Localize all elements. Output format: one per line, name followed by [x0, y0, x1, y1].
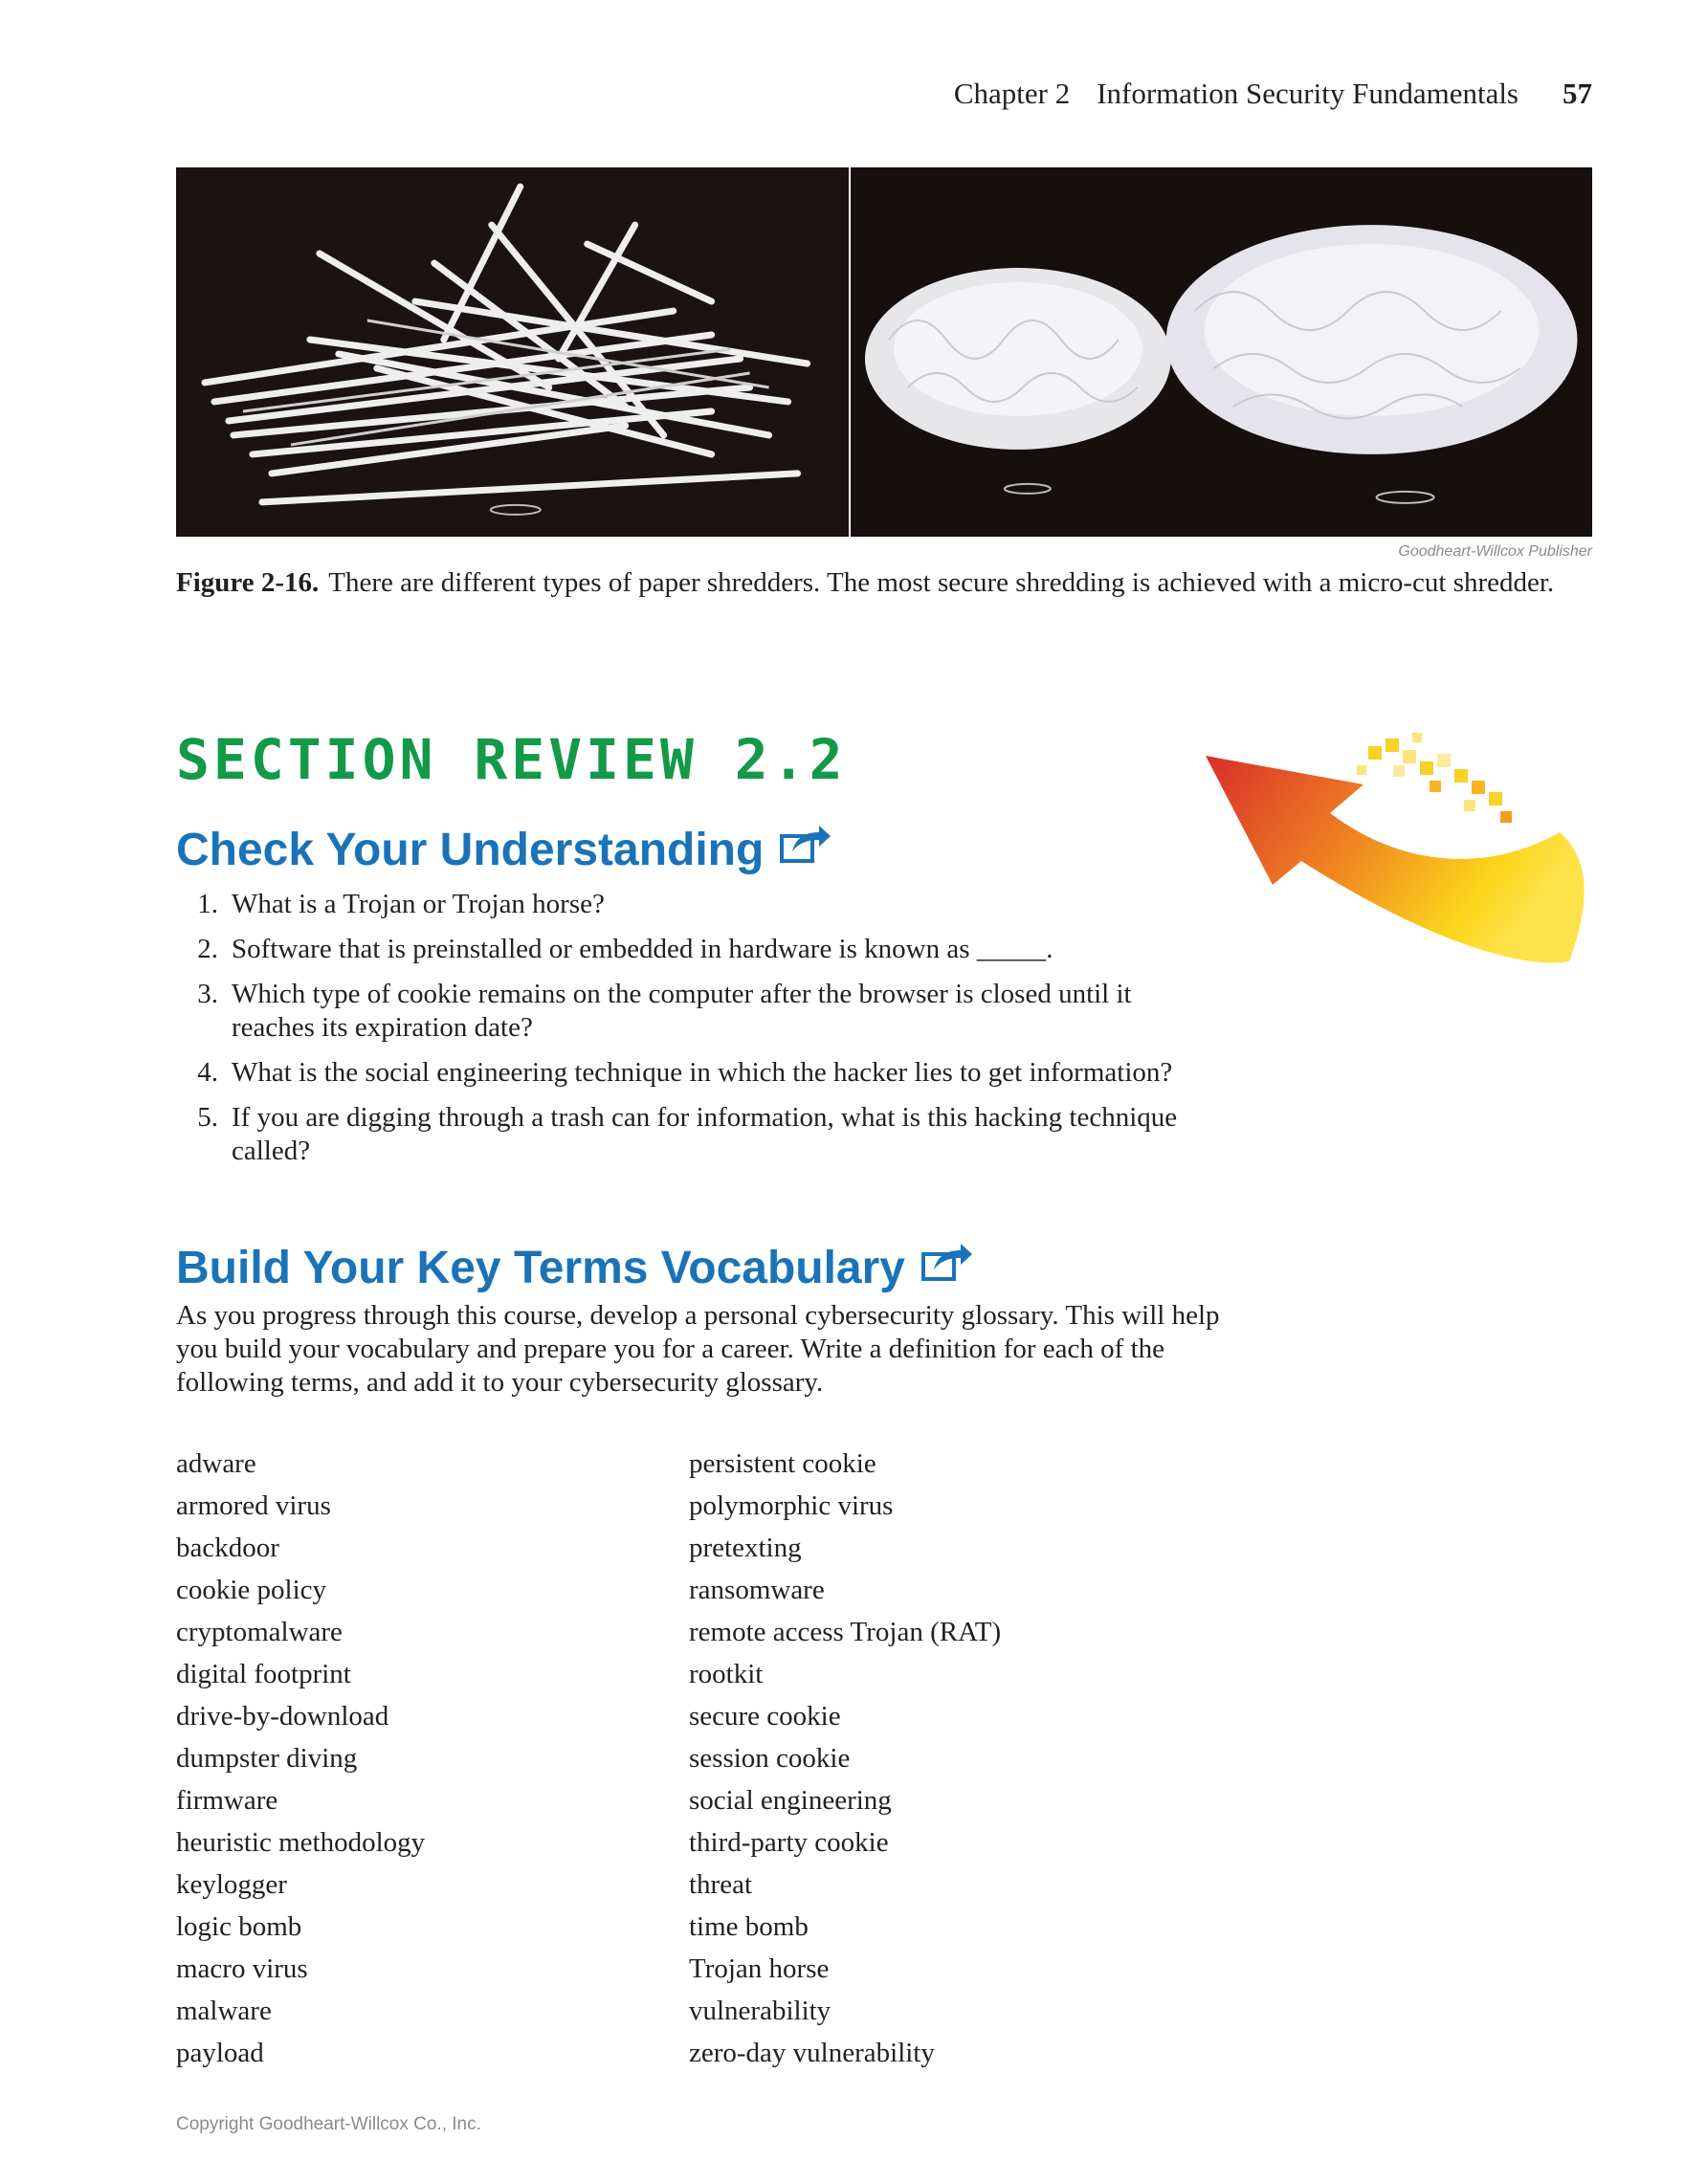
key-term: macro virus [176, 1953, 308, 1984]
question-text: Which type of cookie remains on the computer after the browser is closed until it reaches its expiration date? [232, 979, 1132, 1043]
key-term: threat [689, 1869, 753, 1900]
page-number: 57 [1563, 77, 1592, 110]
figure-caption [176, 566, 1592, 600]
question-number: 5. [197, 1102, 218, 1133]
shredded-paper-photo [176, 167, 1592, 537]
external-link-icon[interactable] [779, 823, 832, 876]
key-term: pretexting [689, 1533, 802, 1563]
question-number: 1. [197, 889, 218, 919]
question-text: What is a Trojan or Trojan horse? [232, 889, 605, 919]
review-question [176, 978, 1190, 1045]
strip-cut-shred-photo [176, 167, 849, 537]
key-term: cryptomalware [176, 1617, 343, 1647]
key-term: armored virus [176, 1490, 331, 1521]
copyright-footer: Copyright Goodheart-Willcox Co., Inc. [176, 2114, 481, 2134]
key-term: adware [176, 1448, 256, 1479]
key-terms-heading-text: Build Your Key Terms Vocabulary [176, 1242, 905, 1293]
key-term: heuristic methodology [176, 1827, 426, 1858]
question-number: 3. [197, 979, 218, 1009]
chapter-title: Information Security Fundamentals [1097, 77, 1519, 110]
key-term: keylogger [176, 1869, 287, 1900]
key-term: payload [176, 2038, 264, 2068]
key-term: rootkit [689, 1659, 764, 1689]
key-terms-left-column [176, 1443, 425, 2074]
key-terms-heading [176, 1241, 974, 1294]
review-question [176, 1101, 1190, 1168]
key-term: vulnerability [689, 1996, 831, 2026]
running-head [176, 77, 1592, 111]
check-understanding-heading [176, 823, 832, 876]
key-term: dumpster diving [176, 1743, 358, 1774]
photo-credit: Goodheart-Willcox Publisher [1398, 543, 1592, 560]
chapter-label: Chapter 2 [953, 77, 1071, 110]
key-term: third-party cookie [689, 1827, 889, 1858]
key-term: ransomware [689, 1575, 825, 1605]
key-term: social engineering [689, 1785, 892, 1816]
key-terms-right-column [689, 1443, 1001, 2074]
key-term: polymorphic virus [689, 1490, 894, 1521]
external-link-icon[interactable] [920, 1241, 974, 1294]
key-term: digital footprint [176, 1659, 351, 1689]
question-text: What is the social engineering technique in which the hacker lies to get information? [232, 1057, 1173, 1088]
key-term: cookie policy [176, 1575, 327, 1605]
question-text: Software that is preinstalled or embedded in hardware is known as _____. [232, 934, 1053, 964]
key-term: drive-by-download [176, 1701, 389, 1732]
review-question [176, 888, 1190, 921]
review-question [176, 1056, 1190, 1090]
vocabulary-intro: As you progress through this course, develop a personal cybersecurity glossary. This will help you build your vocabulary and prepare you for a career. Write a definition for each of the following terms, and add it to your cybersecurity glossary. [176, 1300, 1220, 1398]
key-term: time bomb [689, 1911, 809, 1942]
key-term: session cookie [689, 1743, 851, 1774]
section-review-title: SECTION REVIEW 2.2 [176, 727, 847, 792]
review-questions [176, 888, 1190, 1180]
key-term: zero-day vulnerability [689, 2038, 935, 2068]
key-term: backdoor [176, 1533, 279, 1563]
micro-cut-shred-photo [849, 167, 1592, 537]
question-number: 2. [197, 934, 218, 964]
circular-arrow-graphic [1196, 727, 1598, 976]
question-text: If you are digging through a trash can for information, what is this hacking technique called? [232, 1102, 1178, 1166]
key-term: remote access Trojan (RAT) [689, 1617, 1002, 1647]
question-number: 4. [197, 1057, 218, 1088]
key-term: firmware [176, 1785, 278, 1816]
review-question [176, 933, 1190, 966]
key-term: malware [176, 1996, 272, 2026]
figure-label: Figure 2-16. [176, 567, 320, 598]
key-term: persistent cookie [689, 1448, 876, 1479]
figure-caption-text: There are different types of paper shredders. The most secure shredding is achieved with a micro-cut shredder. [328, 567, 1555, 598]
key-term: Trojan horse [689, 1953, 830, 1984]
check-understanding-heading-text: Check Your Understanding [176, 824, 765, 875]
key-term: logic bomb [176, 1911, 302, 1942]
key-term: secure cookie [689, 1701, 841, 1732]
